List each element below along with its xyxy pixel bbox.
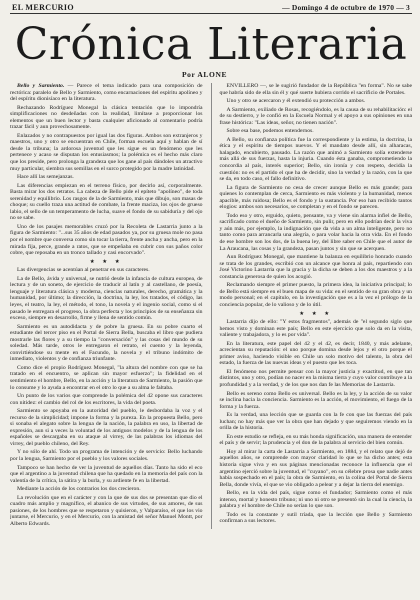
paragraph-text: Bello es sereno como Bello es universal. Bello es la ley, y la acción de su valor se inclina hacia la conciencia. Sarmiento es la acción, el movimiento, el fuego de la forma y la fuerza. <box>219 390 412 410</box>
paragraph-text: Sobre esa base, podemos entendernos. <box>226 128 314 135</box>
paragraph-text: Uno de los pasajes memorables cruzó por la Recoleta de Lastarria junto a la figura de Sarmiento: "...sus 35 años de edad pasados ya, por su gruesa mole no pasa por el nombre que conversa como sin tocar la tierra, frente ancha y ancha, pero en la mirada fija, perce, grande a ratos, que se empeñaba en cubrir con sus paños color cobre, que reposaba en un tronco tallado y casi encorvado". <box>10 223 203 257</box>
article-paragraph <box>220 128 413 135</box>
paragraph-text: Lastarria dijo de ello: "Y estos fragmentos", además de "el segundo siglo que hemos visto y dominan este país; Bello en este ejercicio que solo da en la visita, valiente y trabajadora, y lo es por vida". <box>219 319 412 339</box>
paragraph-text: Todo es la constante y sutil tríada, que la lección que Bello y Sarmiento confirman a sus lectores. <box>219 511 412 525</box>
article-paragraph <box>10 183 203 222</box>
paragraph-text: Tampoco se han hecho de ver la juventud de aquellos días. Tanto ha sido el eco que el argentino a la juventud chilena que ha quedado en la memoria del país con la valentía de la crítica, la sátira y la burla, y su ardiente fe en la libertad. <box>10 464 203 484</box>
article-paragraph <box>220 391 413 411</box>
issue-date: — Domingo 4 de octubre de 1970 — 3 <box>282 3 410 12</box>
paragraph-text: Sarmiento es un autodidacta y de pobre la gruesa. En su pobre cuarto el estudiante del tercer piso en el Portal de Sierra Bella, buscaba el libro que pudiera mostrarle las flores y a su tiempo la "conversación" y las cosas del mundo de su soledad. Más tarde, otros le entregaron el retrato, el cuento y la leyenda, convirtiéndose su mente en el Facundo, la novela y el tribuno indómito de inmediato, violentos y de confianza triunfante. <box>10 323 203 363</box>
article-paragraph <box>220 98 413 105</box>
article-paragraph <box>220 282 413 308</box>
article-paragraph <box>10 465 203 485</box>
article-paragraph <box>220 185 413 211</box>
paragraph-text: Las diferencias empiezan en el terreno físico, por decirlo así, corporalmente. Basta mirar los dos retratos. La cabeza de Bello pide el epíteto "apolíneo", de toda serenidad y equilibrio. Los rasgos de la de Sarmiento, más que dibujo, son masas de choque; su cuello traza una actitud de combate, la frente maciza, los ojos de grueso labio, el sello de un temperamento de lucha, suave el fondo de su sabiduría y del ojo no se sabe. <box>10 182 203 222</box>
article-paragraph <box>220 512 413 525</box>
article-paragraph <box>10 365 203 391</box>
article-paragraph <box>10 449 203 462</box>
newspaper-page <box>10 3 412 597</box>
article-paragraph <box>10 133 203 172</box>
byline-prefix: Por <box>182 70 196 79</box>
article-paragraph <box>10 276 203 322</box>
paragraph-text: A Bello, su confianza política fue la correspondiente y la estima, la doctrina, la ética y el espíritu de tiempos nuevos. Y el mandato desde allí, sin alharacas, halagado, encubierto, pausado. La razón que animó a Sarmiento solía extenderse más allá de sus fuerzas, hasta la injuria. Cuando ésta ganaba, comprometiendo la concordia al país, interés superior; Bello, sin ironía y con respeto, decidía la cuestión: no es el partido el que ha de decidir, sino la verdad y la razón, con la que se da, en todo caso, el fallo definitivo. <box>219 136 412 183</box>
paragraph-lead: Bello y Sarmiento. <box>17 83 65 89</box>
column-divider <box>211 83 212 529</box>
paragraph-text: La de Bello, ávida y universal, se nutrió desde la infancia de cultura europea, de lectura y de un soneto, de ejercicio de traducir al latín y al castellano, de poesía, lenguaje y literatura clásica y moderna, ciencias naturales, derecho, gramática y la humanidad, por último; la dirección, la doctrina, la ley, los tratados, el código, las leyes, el teatro, la ley, el método, el tono, la novela y el ingenio social, como si el pasado le entregara el progreso, la obra perfecta y los principios de su enseñanza sin exceso, siempre en desarrollo, firme y llena de sentido común. <box>10 275 203 322</box>
article-columns <box>10 83 412 529</box>
article-paragraph <box>220 412 413 432</box>
article-paragraph <box>10 267 203 274</box>
article-paragraph <box>10 174 203 181</box>
paragraph-text: Sarmiento se apoyaba en la autoridad del pueblo, le desbordaba la voz y el recurso de la simplicidad; impone la forma y la pureza. En la propuesta Bello, pero si sonaba el alegato sobre la lengua de la nación, la palabra en uso, la libertad de expresión, aun si a veces la voluntad de los antiguos modelos y de la lengua de los españoles se descargaba en su ataque al virrey, de las palabras los idiomas del virrey, del pueblo chileno, del Rey. <box>10 408 203 447</box>
paragraph-text: Y no sólo de ahí. Todo un programa de intención y de servicio: Bello luchando por la lengua, Sarmiento por el pueblo y los valores sociales. <box>10 449 203 462</box>
paragraph-text: En la literatura, este papel del 42 y el 42, es decir, 1840, y más adelante, acrecientan su reputación: el uno porque domina desde lejos y el otro porque el primer aviso, haciendo visible en Chile un solo motivo del talento, la obra del estado, la fuerza de las nuevas ideas y el puesto que les toca. <box>219 340 412 367</box>
paragraph-text: Aun Rodríguez Monegal, que mantiene la balanza en equilibrio honrado cuando se trata de los grandes, escribió con un alcance que honra al país, repartiendo con José Victorino Lastarria que la gracia y la dicha se deben a los dos maestros y a la constancia generosa de quien los acogió. <box>219 254 412 280</box>
article-paragraph <box>10 393 203 406</box>
paragraph-text: La figura de Sarmiento no cesa de crecer aunque Bello es más grande; para quienes lo contemplan de cerca, Sarmiento es más violento y la humanidad, menos apacible, más ruidosa; Bello es el fondo y la sustancia. Por eso han recibido tantos elogios: ambos son necesarios, se completan y en el fondo se parecen. <box>219 184 412 211</box>
page-header <box>10 3 412 14</box>
paragraph-text: Todo eso y otro, erguido, quieto, pensante, va y viene sin alarma infiel de Bello, sacrificado como el dueño de Sarmiento, sin pulir, pero en ello podrían decir la viva y aún más, por ejemplo, la indignación que da vida a un alma inteligente, pero no tanto como para arrancarla una alegría, o para volar hacia la otra vida. En el fondo de ese hombre son los dos, de la buena ley, del libre saber en Chile que el autor de La Araucana, las cosas y la grandeza, pasan juntos y sin que se acerquen. <box>219 212 412 252</box>
paragraph-text: Hace allí las semejanzas. <box>17 174 74 181</box>
paragraph-text: Las divergencias se acentúan al penetrar en sus caracteres. <box>17 267 150 274</box>
paragraph-text: Es la verdad, una lección que se guarda con la fe con que las fuerzas del país luchan; no hay más que ver la obra que han dejado y que seguiremos viendo en la orilla de la historia. <box>219 412 412 432</box>
article-paragraph <box>220 369 413 389</box>
article-paragraph <box>220 449 413 488</box>
paragraph-text: Bello, en la vida del país, sigue como el fundador; Sarmiento como el más intenso, mortal y honesto tribuno; ni uno ni otro se presentó sin la cual la ciencia, la palabra y el hombre de Chile no serían lo que son. <box>219 490 412 510</box>
paragraph-text: — Parece el tema indicado para una composición de rectórica: paralelo de Bello y Sarmiento, como encarnaciones del espíritu apolíneo y del espíritu dionisíaco en la literatura. <box>10 83 203 103</box>
paragraph-text: Rechazando Rodríguez Monegal la clásica tentación que lo impondría simplificaciones no desdeñadas con la realidad, limítase a proporcionar los elementos que un buen lector y basta cualquier aficionado al comentario podría trazar fácil y aun provechosamente. <box>10 104 203 131</box>
article-paragraph <box>10 324 203 363</box>
article-paragraph <box>220 137 413 183</box>
paragraph-text: Como dice el propio Rodríguez Monegal, "la altura del nombre con que se ha tratado en el encuentro, se aplican sin mayor esfuerzo"; la fidelidad en el sentimiento el hombre, Bello, en la acción y la literatura de Sarmiento, la pasión que lo consume y lo ayuda a encontrar en el otro lo que a su alma le faltaba. <box>10 364 203 391</box>
paragraph-text: En este estudio se refleja, en su más honda significación, una manera de entender el país y de servir; la prudencia y el don de la palabra al servicio del bien común. <box>219 433 412 447</box>
article-paragraph <box>220 490 413 510</box>
section-ornament: ★ ★ ★ <box>89 258 123 265</box>
paragraph-text: ENVILLERO —, se le sugirió fundador de la República "en forma". No se sabe que habría sido de ella sin él y qué suerte hubiera corrido el sacrificio de Portales. <box>219 83 412 96</box>
article-title: Crónica Literaria <box>14 19 408 70</box>
article-paragraph <box>10 105 203 131</box>
paragraph-text: Enlazados y no contrapuestos por igual las dos figuras. Ambos son extranjeros y maestros, uno y otro se encuentran en Chile, forman escuela aquí y hablan de sí desde la tribuna; la ardorosa juventud que les sigue es un fenómeno que les pertenece y acaso se disputan los entusiasmos; la polémica es el hecho más claro que los preside, pero prolonga la grandeza que los gane al país dándoles un atractivo muy particular, siembra sus semillas en el surco protegido por la madre latinidad. <box>10 132 203 172</box>
paragraph-text: Reclamando siempre el primer puesto, la primera idea, la iniciativa principal; lo de Bello está siempre en el buen mapa de su vida: en el sentido de su gran obra y un modo personal; en el capítulo, en la investigación que es a la vez el prólogo de la conciencia popular, de lo valioso y de lo útil. <box>219 282 412 308</box>
section-ornament: ★ ★ ★ <box>299 310 333 317</box>
paragraph-text: Hoy al mirar la carta de Lastarria a Sarmiento, en 1884, y el relato que dejó de aquellos años, se comprende con mayor claridad lo que se ha dicho antes; esta historia sigue viva y en sus páginas mencionadas reconoce la influencia que el argentino ejerció sobre la juventud, el "cuyano", en su célebre prosa que nadie antes había sospechado en el país; la obra de Sarmiento, en la colina del Portal de Sierra Bella, donde vivía, el que se vio obligado a pelear y a dejar la tierra del enemigo. <box>219 448 412 488</box>
byline <box>182 70 412 79</box>
article-paragraph <box>220 107 413 127</box>
article-paragraph <box>10 224 203 257</box>
paragraph-text: El fenómeno nos permite pensar con la mayor justicia y exactitud, en que tan distintos, uno y otro, podían no nacer en la misma tierra y cuyo valor contribuye a la profundidad y a la verdad, y de los que nos dan fe las Memorias de Lastarria. <box>219 368 412 388</box>
article-paragraph <box>220 341 413 367</box>
column-right <box>220 83 413 529</box>
article-paragraph <box>220 434 413 447</box>
article-paragraph <box>10 495 203 528</box>
article-paragraph <box>220 213 413 252</box>
newspaper-name: EL MERCURIO <box>12 3 74 12</box>
article-paragraph <box>10 486 203 493</box>
paragraph-text: Uno y otro se acercaron y él extendió su protección a ambos. <box>226 98 366 105</box>
article-paragraph <box>10 83 203 103</box>
article-paragraph <box>220 319 413 339</box>
byline-author: ALONE <box>197 70 228 79</box>
article-paragraph <box>10 408 203 447</box>
paragraph-text: Un punto de los varios que comprende la polémica del 42 opone sus caracteres con nitidez: el cambio del rol de los escritores, la vida del poeta. <box>10 393 203 406</box>
article-paragraph <box>220 254 413 280</box>
paragraph-text: A Sarmiento, exiliado de Rosas, recogiéndolo, es la causa de su rehabilitación: el de su destierro, y le confió en la Escuela Normal y el apoyo a sus opiniones en una frase histórica: "Las ideas, señor, no tienen nación". <box>219 106 412 126</box>
article-paragraph <box>220 83 413 96</box>
paragraph-text: La revolución que en el carácter y con la que de sus dos se presentan que dio el cuadro más amplio y magnífico, el abanico de sus virtudes, de sus amores, de sus pasiones, de los hombres que se respetaron y quisieron, y Valparaíso, el que los vio juntarse, el Mercurio, y en el Mercurio, con la amistad del señor Manuel Montt, por Alberto Edwards. <box>10 494 203 527</box>
paragraph-text: Mediante la acción de los contrarios los dos crecieron. <box>17 486 141 493</box>
column-left <box>10 83 203 529</box>
